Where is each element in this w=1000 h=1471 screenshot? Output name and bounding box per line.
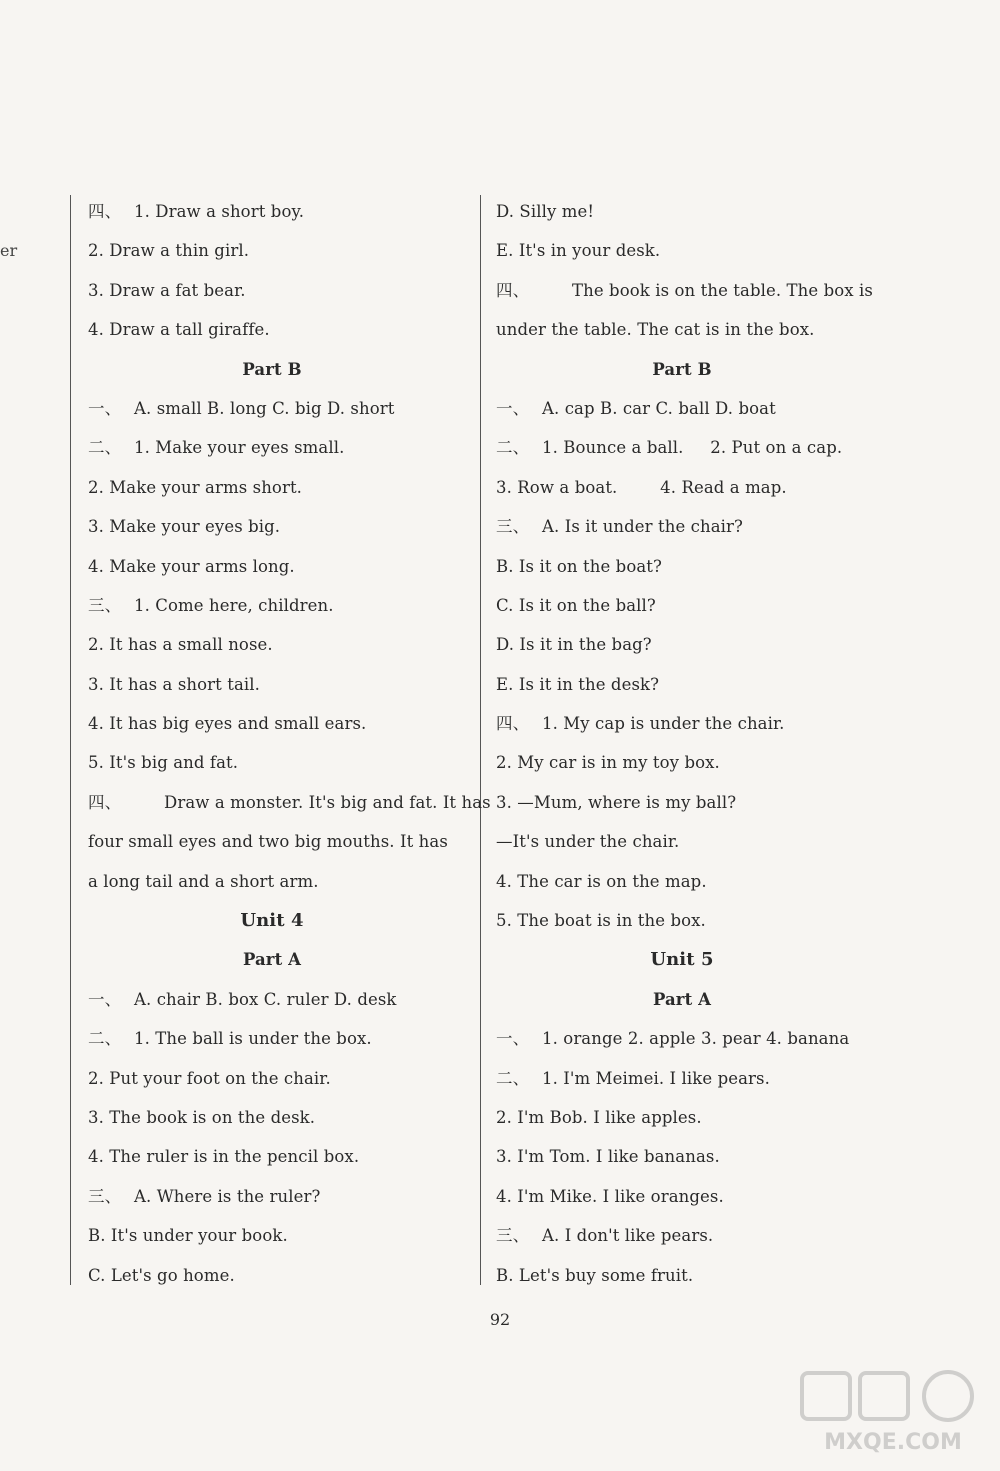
answer-line: 二、 1. Bounce a ball. 2. Put on a cap. bbox=[482, 428, 902, 467]
part-heading: Part B bbox=[242, 359, 302, 379]
section-marker: 二、 bbox=[496, 1068, 530, 1088]
right-column bbox=[482, 192, 902, 1295]
answer-line: 二、 1. The ball is under the box. bbox=[72, 1019, 472, 1058]
section-marker: 二、 bbox=[88, 438, 122, 458]
answer-line: 3. It has a short tail. bbox=[88, 674, 260, 694]
answer-line: D. Is it in the bag? bbox=[496, 635, 652, 655]
part-heading: Part A bbox=[242, 950, 302, 970]
answer-line: 5. The boat is in the box. bbox=[496, 911, 706, 931]
section-marker: 四、 bbox=[88, 202, 122, 221]
section-marker: 一、 bbox=[88, 398, 122, 418]
answer-line: 二、 1. Make your eyes small. bbox=[72, 428, 472, 467]
answer-line: 2. Draw a thin girl. bbox=[88, 241, 250, 261]
section-marker: 三、 bbox=[88, 1186, 122, 1206]
answer-line: 3. Draw a fat bear. bbox=[88, 280, 246, 300]
answer-line: —It's under the chair. bbox=[496, 832, 680, 852]
answer-line: B. Let's buy some fruit. bbox=[496, 1265, 694, 1285]
page-number: 92 bbox=[489, 1310, 511, 1329]
answer-line: C. Let's go home. bbox=[88, 1265, 235, 1285]
answer-line: 四、 Draw a monster. It's big and fat. It has bbox=[72, 783, 472, 822]
section-marker: 三、 bbox=[496, 1226, 530, 1246]
answer-line: 3. Make your eyes big. bbox=[88, 517, 281, 537]
answer-line: 3. Row a boat. 4. Read a map. bbox=[496, 477, 787, 497]
answer-line: D. Silly me! bbox=[496, 202, 595, 221]
watermark-text: MXQE.COM bbox=[824, 1430, 962, 1455]
answer-line: 三、 1. Come here, children. bbox=[72, 586, 472, 625]
section-marker: 四、 bbox=[88, 792, 122, 812]
answer-line: 2. Make your arms short. bbox=[88, 477, 303, 497]
section-marker: 一、 bbox=[496, 1029, 530, 1049]
section-marker: 四、 bbox=[496, 280, 530, 300]
answer-line: E. It's in your desk. bbox=[496, 241, 661, 261]
answer-line: 一、 A. cap B. car C. ball D. boat bbox=[482, 389, 902, 428]
answer-line: 3. —Mum, where is my ball? bbox=[496, 792, 737, 812]
unit-heading: Unit 4 bbox=[240, 910, 304, 932]
answer-line: 四、 The book is on the table. The box is bbox=[482, 271, 902, 310]
answer-line: 4. The ruler is in the pencil box. bbox=[88, 1147, 360, 1167]
answer-line: 2. I'm Bob. I like apples. bbox=[496, 1107, 702, 1127]
answer-line: 5. It's big and fat. bbox=[88, 753, 239, 773]
answer-line: 四、 1. Draw a short boy. bbox=[72, 192, 472, 231]
answer-line: 4. Draw a tall giraffe. bbox=[88, 320, 270, 340]
answer-line: 4. It has big eyes and small ears. bbox=[88, 714, 367, 734]
part-heading: Part A bbox=[652, 989, 712, 1009]
answer-line: a long tail and a short arm. bbox=[88, 871, 319, 891]
answer-line: 一、 A. chair B. box C. ruler D. desk bbox=[72, 980, 472, 1019]
answer-line: 一、 A. small B. long C. big D. short bbox=[72, 389, 472, 428]
section-marker: 二、 bbox=[496, 438, 530, 458]
answer-line: 2. Put your foot on the chair. bbox=[88, 1068, 331, 1088]
answer-line: four small eyes and two big mouths. It has bbox=[88, 832, 448, 852]
section-marker: 三、 bbox=[496, 517, 530, 537]
answer-line: 3. I'm Tom. I like bananas. bbox=[496, 1147, 720, 1167]
answer-line: 三、 A. I don't like pears. bbox=[482, 1216, 902, 1255]
answer-line: B. It's under your book. bbox=[88, 1226, 288, 1246]
section-marker: 二、 bbox=[88, 1029, 122, 1049]
answer-line: 4. Make your arms long. bbox=[88, 556, 295, 576]
answer-line: 四、 1. My cap is under the chair. bbox=[482, 704, 902, 743]
left-column bbox=[72, 192, 491, 1295]
answer-line: 4. The car is on the map. bbox=[496, 871, 707, 891]
answer-line: 3. The book is on the desk. bbox=[88, 1107, 316, 1127]
right-column-rule bbox=[480, 195, 481, 1285]
answer-line: 一、 1. orange 2. apple 3. pear 4. banana bbox=[482, 1019, 902, 1058]
section-marker: 三、 bbox=[88, 595, 122, 615]
answer-line: B. Is it on the boat? bbox=[496, 556, 662, 576]
answer-line: 三、 A. Where is the ruler? bbox=[72, 1177, 472, 1216]
answer-line: 4. I'm Mike. I like oranges. bbox=[496, 1186, 724, 1206]
answer-line: C. Is it on the ball? bbox=[496, 595, 656, 615]
answer-line: 2. It has a small nose. bbox=[88, 635, 273, 655]
unit-heading: Unit 5 bbox=[650, 949, 714, 971]
answer-line: 三、 A. Is it under the chair? bbox=[482, 507, 902, 546]
part-heading: Part B bbox=[652, 359, 712, 379]
section-marker: 四、 bbox=[496, 714, 530, 734]
section-marker: 一、 bbox=[496, 398, 530, 418]
answer-line: under the table. The cat is in the box. bbox=[496, 320, 815, 340]
section-marker: 一、 bbox=[88, 989, 122, 1009]
answer-line: 二、 1. I'm Meimei. I like pears. bbox=[482, 1059, 902, 1098]
answer-line: 2. My car is in my toy box. bbox=[496, 753, 720, 773]
edge-text-fragment: er bbox=[0, 241, 18, 260]
answer-line: E. Is it in the desk? bbox=[496, 674, 660, 694]
left-column-rule bbox=[70, 195, 71, 1285]
watermark-logo-icon bbox=[798, 1369, 988, 1459]
